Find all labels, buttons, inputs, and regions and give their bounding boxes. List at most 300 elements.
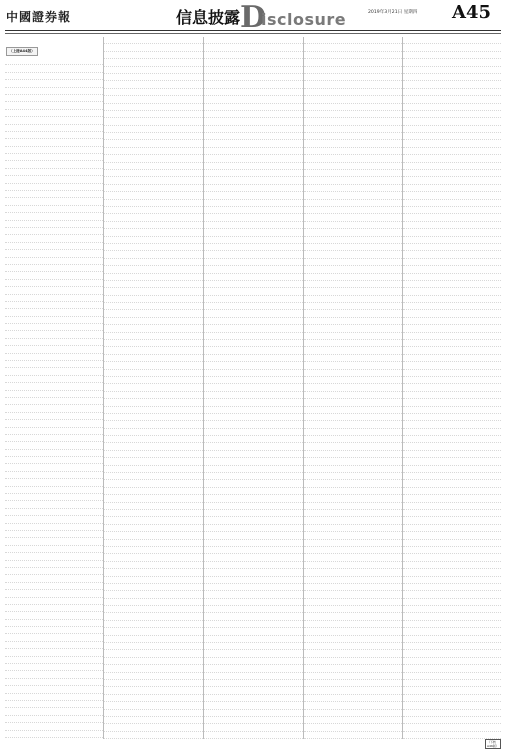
table-row <box>104 274 203 281</box>
table-row <box>403 458 501 465</box>
table-row <box>5 324 103 331</box>
table-row <box>304 384 402 391</box>
table-row <box>104 67 203 74</box>
table-row <box>5 546 103 553</box>
table-row <box>204 266 303 273</box>
table-row <box>5 221 103 228</box>
table-row <box>403 303 501 310</box>
table-row <box>204 325 303 332</box>
table-row <box>403 96 501 103</box>
table-row <box>403 399 501 406</box>
row-group <box>304 37 402 739</box>
table-row <box>304 517 402 524</box>
table-row <box>104 695 203 702</box>
table-row <box>204 155 303 162</box>
table-row <box>104 503 203 510</box>
table-row <box>304 717 402 724</box>
table-row <box>204 710 303 717</box>
table-row <box>5 361 103 368</box>
table-row <box>204 370 303 377</box>
table-row <box>403 525 501 532</box>
table-row <box>204 251 303 258</box>
table-row <box>403 613 501 620</box>
table-row <box>304 325 402 332</box>
table-row <box>304 126 402 133</box>
table-row <box>304 414 402 421</box>
table-row <box>204 547 303 554</box>
table-row <box>403 104 501 111</box>
table-row <box>5 723 103 730</box>
table-row <box>403 407 501 414</box>
table-row <box>104 636 203 643</box>
table-row <box>204 621 303 628</box>
table-row <box>304 74 402 81</box>
table-row <box>104 532 203 539</box>
table-row <box>403 140 501 147</box>
table-row <box>403 318 501 325</box>
table-row <box>204 562 303 569</box>
table-row <box>104 355 203 362</box>
table-row <box>104 340 203 347</box>
table-row <box>104 421 203 428</box>
table-row <box>304 650 402 657</box>
table-row <box>104 525 203 532</box>
table-row <box>403 717 501 724</box>
table-row <box>104 81 203 88</box>
table-row <box>104 392 203 399</box>
table-row <box>5 346 103 353</box>
table-row <box>204 222 303 229</box>
table-row <box>104 214 203 221</box>
table-column-1 <box>5 37 104 739</box>
table-row <box>403 702 501 709</box>
table-row <box>403 74 501 81</box>
table-row <box>204 133 303 140</box>
table-row <box>403 636 501 643</box>
table-row <box>304 473 402 480</box>
table-row <box>5 73 103 80</box>
table-row <box>304 340 402 347</box>
table-row <box>104 673 203 680</box>
table-row <box>5 161 103 168</box>
table-row <box>5 420 103 427</box>
table-row <box>403 222 501 229</box>
table-row <box>204 613 303 620</box>
table-row <box>403 170 501 177</box>
table-row <box>403 296 501 303</box>
table-row <box>403 44 501 51</box>
table-row <box>403 414 501 421</box>
table-row <box>5 590 103 597</box>
table-row <box>5 509 103 516</box>
table-row <box>204 229 303 236</box>
issue-date: 2019年3月21日 星期四 <box>368 10 418 15</box>
table-row <box>403 466 501 473</box>
table-row <box>304 554 402 561</box>
table-row <box>104 111 203 118</box>
table-row <box>5 413 103 420</box>
table-row <box>304 333 402 340</box>
table-row <box>304 111 402 118</box>
table-row <box>403 274 501 281</box>
table-row <box>403 569 501 576</box>
table-row <box>204 288 303 295</box>
table-row <box>204 451 303 458</box>
table-row <box>403 52 501 59</box>
section-title-en: isclosure <box>261 10 347 29</box>
table-row <box>104 229 203 236</box>
table-row <box>5 228 103 235</box>
table-row <box>304 155 402 162</box>
table-row <box>5 250 103 257</box>
table-row <box>104 244 203 251</box>
table-row <box>204 384 303 391</box>
table-row <box>403 340 501 347</box>
table-row <box>5 58 103 65</box>
table-row <box>104 133 203 140</box>
table-row <box>5 686 103 693</box>
table-row <box>304 207 402 214</box>
table-row <box>5 265 103 272</box>
table-row <box>403 532 501 539</box>
table-row <box>403 392 501 399</box>
table-row <box>104 458 203 465</box>
table-row <box>403 658 501 665</box>
table-row <box>304 599 402 606</box>
table-row <box>204 569 303 576</box>
table-row <box>403 244 501 251</box>
table-row <box>5 494 103 501</box>
table-row <box>403 473 501 480</box>
table-row <box>5 598 103 605</box>
table-row <box>304 399 402 406</box>
table-row <box>403 628 501 635</box>
table-row <box>204 74 303 81</box>
table-row <box>204 340 303 347</box>
table-row <box>304 133 402 140</box>
table-row <box>104 569 203 576</box>
table-row <box>5 354 103 361</box>
table-row <box>104 237 203 244</box>
table-row <box>403 436 501 443</box>
table-row <box>104 89 203 96</box>
table-row <box>204 695 303 702</box>
table-row <box>403 288 501 295</box>
table-row <box>304 200 402 207</box>
table-row <box>104 44 203 51</box>
table-row <box>5 538 103 545</box>
table-row <box>5 405 103 412</box>
table-row <box>204 540 303 547</box>
table-row <box>403 229 501 236</box>
table-row <box>104 148 203 155</box>
table-row <box>104 732 203 739</box>
table-row <box>104 495 203 502</box>
table-row <box>5 391 103 398</box>
table-row <box>204 392 303 399</box>
table-row <box>104 724 203 731</box>
table-row <box>104 251 203 258</box>
table-row <box>5 206 103 213</box>
table-row <box>403 355 501 362</box>
table-row <box>5 738 103 739</box>
table-row <box>304 163 402 170</box>
table-row <box>204 680 303 687</box>
table-row <box>304 510 402 517</box>
table-row <box>5 435 103 442</box>
table-row <box>304 495 402 502</box>
table-row <box>204 532 303 539</box>
table-row <box>304 266 402 273</box>
table-row <box>304 710 402 717</box>
table-row <box>204 44 303 51</box>
table-row <box>403 362 501 369</box>
table-row <box>104 665 203 672</box>
table-row <box>304 643 402 650</box>
table-row <box>204 52 303 59</box>
table-row <box>403 591 501 598</box>
table-row <box>5 132 103 139</box>
table-row <box>304 421 402 428</box>
table-row <box>5 671 103 678</box>
table-row <box>104 59 203 66</box>
table-row <box>5 457 103 464</box>
table-row <box>5 487 103 494</box>
table-row <box>304 407 402 414</box>
table-row <box>304 658 402 665</box>
table-row <box>204 274 303 281</box>
table-row <box>104 384 203 391</box>
table-row <box>204 362 303 369</box>
table-row <box>304 687 402 694</box>
table-row <box>104 717 203 724</box>
table-row <box>104 480 203 487</box>
table-row <box>304 274 402 281</box>
table-row <box>304 621 402 628</box>
table-row <box>304 525 402 532</box>
table-row <box>304 636 402 643</box>
table-row <box>204 466 303 473</box>
table-row <box>5 642 103 649</box>
table-row <box>304 288 402 295</box>
table-row <box>304 222 402 229</box>
table-row <box>403 695 501 702</box>
table-row <box>304 362 402 369</box>
header-rule <box>5 30 501 31</box>
table-row <box>204 673 303 680</box>
table-row <box>403 665 501 672</box>
row-group <box>104 37 203 739</box>
table-row <box>403 259 501 266</box>
table-row <box>204 148 303 155</box>
table-row <box>5 731 103 738</box>
table-row <box>403 650 501 657</box>
table-row <box>104 303 203 310</box>
table-row <box>204 355 303 362</box>
table-row <box>104 185 203 192</box>
table-row <box>5 583 103 590</box>
table-row <box>104 710 203 717</box>
table-row <box>403 480 501 487</box>
table-row <box>403 488 501 495</box>
table-row <box>304 318 402 325</box>
table-row <box>104 347 203 354</box>
table-row <box>204 407 303 414</box>
table-row <box>104 296 203 303</box>
table-row <box>403 384 501 391</box>
table-row <box>104 562 203 569</box>
table-row <box>104 407 203 414</box>
table-row <box>304 192 402 199</box>
table-row <box>104 266 203 273</box>
table-row <box>5 649 103 656</box>
table-row <box>204 510 303 517</box>
table-row <box>104 554 203 561</box>
table-row <box>5 280 103 287</box>
table-row <box>204 81 303 88</box>
table-row <box>5 464 103 471</box>
table-row <box>5 339 103 346</box>
table-row <box>304 665 402 672</box>
table-row <box>204 399 303 406</box>
table-row <box>403 148 501 155</box>
table-row <box>5 575 103 582</box>
table-row <box>204 658 303 665</box>
table-row <box>5 235 103 242</box>
table-row <box>104 96 203 103</box>
table-row <box>204 458 303 465</box>
table-row <box>403 133 501 140</box>
table-row <box>304 370 402 377</box>
table-row <box>204 599 303 606</box>
table-row <box>204 702 303 709</box>
table-row <box>5 302 103 309</box>
table-row <box>5 65 103 72</box>
table-row <box>5 605 103 612</box>
table-row <box>204 488 303 495</box>
table-row <box>304 466 402 473</box>
table-row <box>5 398 103 405</box>
table-row <box>204 732 303 739</box>
table-row <box>304 170 402 177</box>
table-row <box>104 540 203 547</box>
table-row <box>204 525 303 532</box>
table-row <box>403 732 501 739</box>
table-row <box>5 708 103 715</box>
table-row <box>5 612 103 619</box>
table-row <box>204 237 303 244</box>
table-row <box>403 155 501 162</box>
table-row <box>204 170 303 177</box>
table-row <box>104 126 203 133</box>
table-row <box>204 59 303 66</box>
table-row <box>403 59 501 66</box>
header-rule-thin <box>5 33 501 34</box>
table-row <box>204 118 303 125</box>
table-row <box>304 695 402 702</box>
table-row <box>403 370 501 377</box>
table-row <box>5 368 103 375</box>
table-row <box>5 516 103 523</box>
table-row <box>104 177 203 184</box>
table-row <box>5 125 103 132</box>
table-row <box>5 694 103 701</box>
row-group <box>204 37 303 739</box>
table-row <box>5 80 103 87</box>
table-row <box>304 724 402 731</box>
table-row <box>104 399 203 406</box>
table-row <box>204 377 303 384</box>
table-row <box>204 591 303 598</box>
table-row <box>403 377 501 384</box>
table-row <box>204 650 303 657</box>
table-row <box>304 503 402 510</box>
table-row <box>5 620 103 627</box>
table-row <box>304 310 402 317</box>
table-row <box>304 251 402 258</box>
table-row <box>403 266 501 273</box>
table-row <box>403 503 501 510</box>
section-title-initial: D <box>240 0 267 35</box>
table-row <box>403 443 501 450</box>
table-row <box>304 118 402 125</box>
section-label: （上接A44版） <box>6 47 38 56</box>
table-row <box>104 466 203 473</box>
table-row <box>5 561 103 568</box>
table-row <box>204 584 303 591</box>
table-row <box>304 67 402 74</box>
table-row <box>5 102 103 109</box>
table-row <box>403 37 501 44</box>
table-row <box>5 184 103 191</box>
table-row <box>104 118 203 125</box>
table-row <box>104 643 203 650</box>
table-row <box>403 621 501 628</box>
table-row <box>104 429 203 436</box>
table-row <box>403 517 501 524</box>
table-row <box>204 495 303 502</box>
table-row <box>5 568 103 575</box>
table-row <box>403 687 501 694</box>
table-row <box>204 163 303 170</box>
table-row <box>204 214 303 221</box>
table-row <box>5 95 103 102</box>
table-row <box>5 531 103 538</box>
table-row <box>204 96 303 103</box>
table-row <box>104 436 203 443</box>
table-row <box>104 621 203 628</box>
table-row <box>304 591 402 598</box>
table-row <box>403 451 501 458</box>
table-row <box>104 650 203 657</box>
table-row <box>5 154 103 161</box>
table-row <box>403 251 501 258</box>
table-row <box>304 37 402 44</box>
table-row <box>5 147 103 154</box>
table-row <box>403 163 501 170</box>
table-row <box>204 126 303 133</box>
table-row <box>204 429 303 436</box>
continued-label: （下转A46版） <box>485 739 501 749</box>
table-row <box>304 606 402 613</box>
table-row <box>104 281 203 288</box>
table-row <box>304 480 402 487</box>
table-row <box>204 111 303 118</box>
table-row <box>204 310 303 317</box>
table-row <box>5 139 103 146</box>
table-row <box>304 237 402 244</box>
table-row <box>403 192 501 199</box>
